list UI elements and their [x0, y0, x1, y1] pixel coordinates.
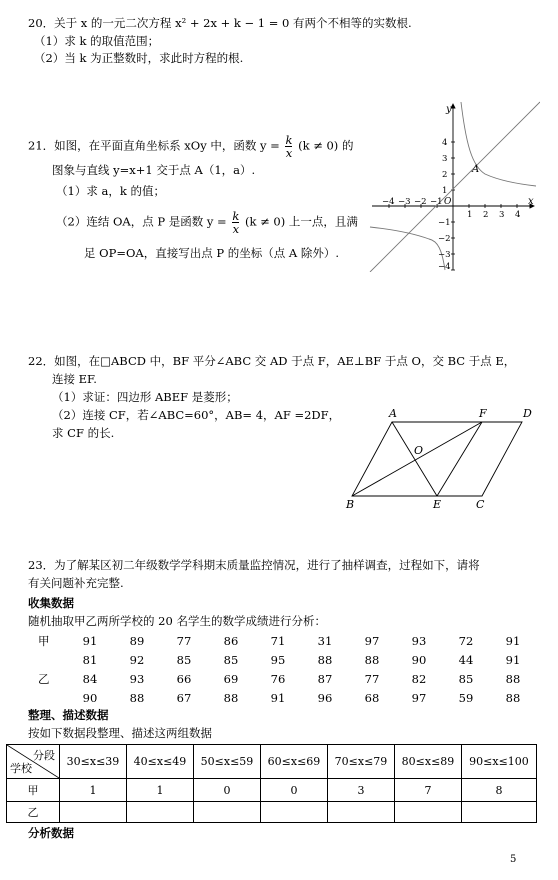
q21-p2-fraction: [232, 210, 239, 235]
score-cell: 91: [505, 634, 521, 648]
row-label: 乙: [7, 802, 60, 823]
bin-header: 70≤x≤79: [328, 745, 395, 779]
score-cell: 82: [411, 672, 427, 686]
point-a-label: A: [472, 164, 480, 175]
distribution-table: [6, 744, 537, 823]
q21-cond: (k ≠ 0) 的: [298, 138, 354, 153]
q21-part1: （1）求 a，k 的值；: [56, 184, 165, 198]
count-cell: 1: [60, 779, 127, 802]
q20-stem: 20．关于 x 的一元二次方程 x² + 2x + k − 1 = 0 有两个不相等的实数根.: [28, 16, 412, 30]
q21-p2-a: （2）连结 OA，点 P 是函数 y =: [56, 214, 227, 229]
bin-header: 80≤x≤89: [395, 745, 462, 779]
score-cell: 67: [176, 691, 192, 705]
y-tick-label: 4: [442, 138, 448, 148]
q21-p2-frac-den: x: [232, 222, 240, 236]
q21-frac-den: x: [285, 146, 293, 160]
q23-organize-heading: 整理、描述数据: [28, 708, 109, 722]
score-cell: 90: [82, 691, 98, 705]
score-cell: 77: [176, 634, 192, 648]
school-jia-label: 甲: [38, 634, 50, 648]
score-cell: 85: [223, 653, 239, 667]
count-cell: [328, 802, 395, 823]
score-cell: 93: [411, 634, 427, 648]
score-cell: 86: [223, 634, 239, 648]
score-cell: 69: [223, 672, 239, 686]
score-cell: 31: [317, 634, 333, 648]
x-tick-label: −4: [382, 197, 395, 207]
segment-ae: [392, 422, 437, 496]
corner-bottom-label: 学校: [10, 762, 32, 775]
score-cell: 85: [176, 653, 192, 667]
corner-top-label: 分段: [33, 749, 55, 762]
label-o: O: [414, 444, 424, 457]
score-cell: 77: [364, 672, 380, 686]
y-tick-label: 1: [442, 186, 448, 196]
label-c: C: [476, 498, 485, 511]
q21-coordinate-graph: [368, 100, 540, 272]
count-cell: [261, 802, 328, 823]
bin-header: 50≤x≤59: [194, 745, 261, 779]
q21-stem-b: 图象与直线 y=x+1 交于点 A（1，a）.: [52, 163, 256, 177]
origin-label: O: [444, 197, 452, 207]
score-cell: 81: [82, 653, 98, 667]
count-cell: [462, 802, 537, 823]
q21-stem: [28, 134, 353, 159]
table-corner-cell: [7, 745, 60, 779]
score-cell: 59: [458, 691, 474, 705]
x-tick-label: 3: [499, 210, 505, 220]
parallelogram-abcd: [352, 422, 522, 496]
score-cell: 92: [129, 653, 145, 667]
score-cell: 91: [82, 634, 98, 648]
page-number: 5: [510, 854, 517, 865]
y-axis-label: y: [446, 104, 452, 115]
score-cell: 91: [505, 653, 521, 667]
count-cell: 8: [462, 779, 537, 802]
score-cell: 88: [505, 672, 521, 686]
count-cell: 0: [194, 779, 261, 802]
q22-line2: 连接 EF.: [52, 372, 97, 386]
count-cell: [395, 802, 462, 823]
count-cell: 3: [328, 779, 395, 802]
q22-parallelogram-figure: [340, 402, 540, 514]
label-a: A: [389, 407, 397, 420]
x-tick-label: 1: [467, 210, 473, 220]
score-cell: 87: [317, 672, 333, 686]
score-cell: 71: [270, 634, 286, 648]
q21-p2-cond: (k ≠ 0) 上一点，且满: [244, 214, 358, 229]
table-row-jia: [7, 779, 537, 802]
bin-header: 40≤x≤49: [127, 745, 194, 779]
y-tick-label: −2: [438, 234, 451, 244]
count-cell: [60, 802, 127, 823]
score-cell: 95: [270, 653, 286, 667]
score-cell: 88: [364, 653, 380, 667]
score-cell: 68: [364, 691, 380, 705]
label-b: B: [346, 498, 355, 511]
q21-part2: [56, 210, 358, 235]
q23-collect-heading: 收集数据: [28, 596, 74, 610]
y-tick-label: 3: [442, 154, 448, 164]
q22-part2a: （2）连接 CF，若∠ABC=60°，AB= 4，AF =2DF，: [52, 408, 341, 422]
x-tick-label: −1: [430, 197, 443, 207]
score-cell: 97: [411, 691, 427, 705]
label-f: F: [479, 407, 487, 420]
score-cell: 97: [364, 634, 380, 648]
q23-line1: 23．为了解某区初二年级数学学科期末质量监控情况，进行了抽样调查，过程如下，请将: [28, 558, 480, 572]
hyperbola-branch-2: [370, 227, 445, 270]
q20-part2: （2）当 k 为正整数时，求此时方程的根.: [34, 51, 244, 65]
score-cell: 88: [505, 691, 521, 705]
bin-header: 30≤x≤39: [60, 745, 127, 779]
count-cell: [194, 802, 261, 823]
y-tick-label: −1: [438, 218, 451, 228]
score-cell: 84: [82, 672, 98, 686]
x-axis-label: x: [528, 196, 534, 207]
segment-ef: [437, 422, 482, 496]
q21-frac-num: k: [285, 133, 293, 147]
q22-part2b: 求 CF 的长.: [52, 426, 115, 440]
label-e: E: [433, 498, 442, 511]
q22-line1: 22．如图，在□ABCD 中，BF 平分∠ABC 交 AD 于点 F，AE⊥BF 于点 O，交 BC 于点 E，: [28, 354, 516, 368]
q23-analyze-heading: 分析数据: [28, 826, 74, 840]
count-cell: 7: [395, 779, 462, 802]
y-tick-label: −4: [438, 262, 451, 272]
y-tick-label: 2: [442, 170, 448, 180]
bin-header: 60≤x≤69: [261, 745, 328, 779]
q21-part2-cont: 足 OP=OA，直接写出点 P 的坐标（点 A 除外）.: [84, 246, 340, 260]
score-cell: 44: [458, 653, 474, 667]
score-cell: 93: [129, 672, 145, 686]
score-cell: 72: [458, 634, 474, 648]
x-tick-label: −2: [414, 197, 427, 207]
score-cell: 96: [317, 691, 333, 705]
count-cell: 1: [127, 779, 194, 802]
score-cell: 76: [270, 672, 286, 686]
score-cell: 85: [458, 672, 474, 686]
y-tick-label: −3: [438, 250, 451, 260]
q23-collect-desc: 随机抽取甲乙两所学校的 20 名学生的数学成绩进行分析：: [28, 614, 326, 628]
score-cell: 89: [129, 634, 145, 648]
x-tick-label: 4: [515, 210, 521, 220]
q21-p2-frac-num: k: [232, 209, 240, 223]
score-cell: 91: [270, 691, 286, 705]
q20-part1: （1）求 k 的取值范围；: [34, 34, 160, 48]
score-cell: 66: [176, 672, 192, 686]
line-y-eq-x-plus-1: [370, 102, 540, 272]
score-cell: 88: [317, 653, 333, 667]
row-label: 甲: [7, 779, 60, 802]
bin-header: 90≤x≤100: [462, 745, 537, 779]
x-tick-label: 2: [483, 210, 489, 220]
count-cell: [127, 802, 194, 823]
q23-organize-desc: 按如下数据段整理、描述这两组数据: [28, 726, 212, 740]
label-d: D: [523, 407, 532, 420]
score-cell: 88: [223, 691, 239, 705]
q23-line2: 有关问题补充完整.: [28, 576, 124, 590]
count-cell: 0: [261, 779, 328, 802]
score-cell: 90: [411, 653, 427, 667]
table-row-yi: [7, 802, 537, 823]
x-tick-label: −3: [398, 197, 411, 207]
q21-stem-a: 21．如图，在平面直角坐标系 xOy 中，函数 y =: [28, 138, 280, 153]
score-cell: 88: [129, 691, 145, 705]
q21-fraction: [285, 134, 292, 159]
q22-part1: （1）求证：四边形 ABEF 是菱形；: [52, 390, 238, 404]
school-yi-label: 乙: [38, 672, 50, 686]
